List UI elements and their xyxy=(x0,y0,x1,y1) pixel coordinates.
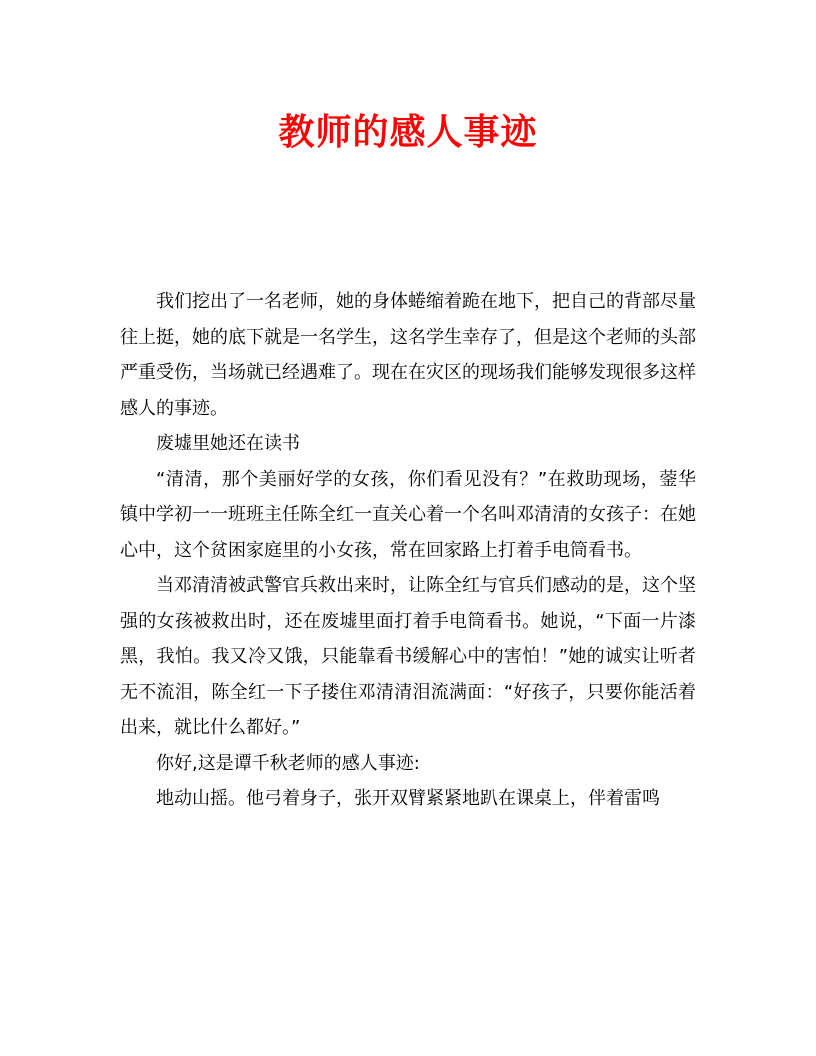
paragraph: “清清，那个美丽好学的女孩，你们看见没有？”在救助现场，蓥华镇中学初一一班班主任陈全红一直关心着一个名叫邓清清的女孩子：在她心中，这个贫困家庭里的小女孩，常在回家路上打着手电筒看书。 xyxy=(120,468,696,561)
paragraph: 当邓清清被武警官兵救出来时，让陈全红与官兵们感动的是，这个坚强的女孩被救出时，还在废墟里面打着手电筒看书。她说，“下面一片漆黑，我怕。我又冷又饿，只能靠看书缓解心中的害怕！”她的诚实让听者无不流泪，陈全红一下子搂住邓清清泪流满面：“好孩子，只要你能活着出来，就比什么都好。” xyxy=(120,575,696,738)
paragraph: 我们挖出了一名老师，她的身体蜷缩着跪在地下，把自己的背部尽量往上挺，她的底下就是一名学生，这名学生幸存了，但是这个老师的头部严重受伤，当场就已经遇难了。现在在灾区的现场我们能够发现很多这样感人的事迹。 xyxy=(120,291,696,419)
paragraph: 地动山摇。他弓着身子，张开双臂紧紧地趴在课桌上，伴着雷鸣 xyxy=(156,788,660,809)
document-title: 教师的感人事迹 xyxy=(278,111,538,153)
paragraph: 你好,这是谭千秋老师的感人事迹: xyxy=(156,752,420,774)
paragraph: 废墟里她还在读书 xyxy=(156,433,300,454)
document-body xyxy=(120,284,696,817)
